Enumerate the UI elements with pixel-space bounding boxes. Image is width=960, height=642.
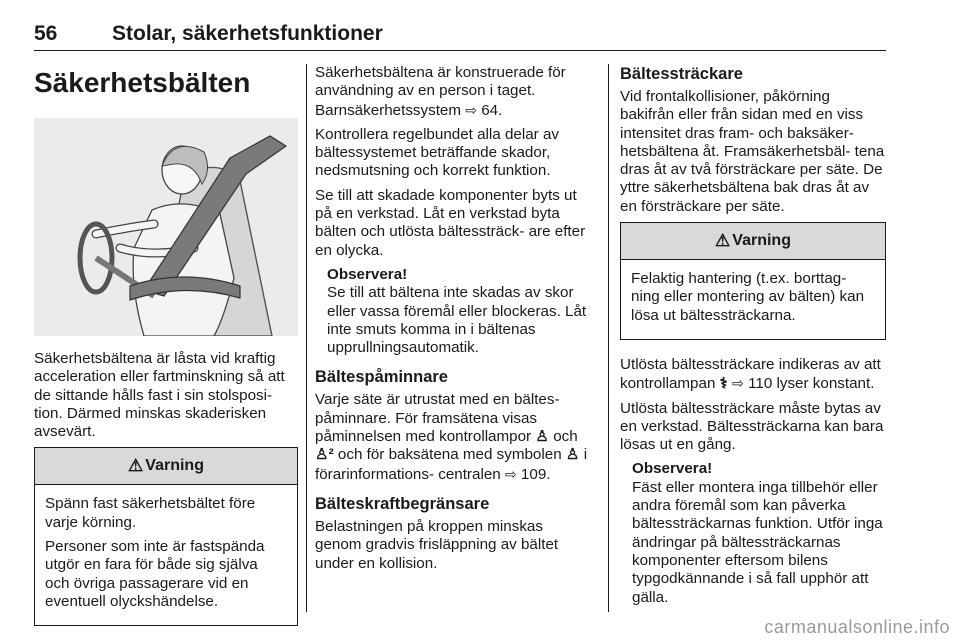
warning-header <box>35 448 297 485</box>
paragraph: Se till att skadade komponenter byts ut på en verkstad. Låt en verkstad byta bälten och utlösta bältessträck- are efter en olycka. <box>315 186 586 259</box>
paragraph-text: Säkerhetsbältena är konstruerade för användning av en person i taget. Barnsäkerhetssystem <box>315 64 566 119</box>
paragraph-text: och <box>553 428 578 446</box>
warning-title: Varning <box>145 457 204 475</box>
paragraph: Belastningen på kroppen minskas genom gradvis frisläppning av bältet under en kollision. <box>315 517 559 572</box>
page-ref: 109. <box>520 465 551 483</box>
paragraph <box>315 391 591 483</box>
column-2 <box>315 64 591 579</box>
warning-title: Varning <box>732 231 791 249</box>
column-3 <box>620 64 886 617</box>
watermark-link[interactable]: carmanualsonline.info <box>764 617 950 637</box>
paragraph-text: Varje säte är utrustat med en bältes- påminnare. För framsätena visas påminnelsen med kontrollampor <box>315 391 560 446</box>
page-ref-icon: ⇨ <box>732 375 744 392</box>
warning-box <box>34 447 298 626</box>
note-title: Observera! <box>327 265 408 283</box>
note-text: Se till att bältena inte skadas av skor eller vassa föremål eller blockeras. Låt inte smuts komma in i bältenas upprullningsautomatik. <box>327 284 587 357</box>
page-ref: 110 lyser konstant. <box>748 375 875 393</box>
driver-seatbelt-icon <box>34 118 298 336</box>
paragraph-text: i förarinformations- centralen <box>315 446 588 483</box>
paragraph-text: och för baksätena med symbolen <box>337 446 562 464</box>
column-divider <box>608 64 609 612</box>
note-text: Fäst eller montera inga tillbehör eller andra föremål som kan påverka bältessträckarnas funktion. Utför inga ändringar på bältessträckarnas komponenter eftersom bilens typgodkännande i så fall upphör att gälla. <box>632 478 883 606</box>
warning-triangle-icon: ⚠ <box>715 230 731 250</box>
paragraph: Kontrollera regelbundet alla delar av bältessystemet beträffande skador, nedsmutsning och korrekt funktion. <box>315 125 560 180</box>
seatbelt-lamp-icon: ♙ <box>535 428 549 446</box>
heading-limiter: Bälteskraftbegränsare <box>315 494 490 513</box>
page-ref-icon: ⇨ <box>504 465 517 482</box>
note-title: Observera! <box>632 460 713 478</box>
page-ref-icon: ⇨ <box>465 101 477 118</box>
heading-reminder: Bältespåminnare <box>315 368 448 387</box>
page-header <box>34 22 886 51</box>
page-number: 56 <box>34 22 58 45</box>
caption-text: Säkerhetsbältena är låsta vid kraftig acceleration eller fartminskning så att de sittande hålls fast i sin stolsposi- tion. Därmed minskas skaderisken avsevärt. <box>34 350 285 441</box>
section-title: Stolar, säkerhetsfunktioner <box>112 22 383 45</box>
warning-triangle-icon: ⚠ <box>128 456 144 476</box>
warning-header <box>621 223 885 260</box>
paragraph <box>620 356 886 394</box>
paragraph: Vid frontalkollisioner, påkörning bakifrån eller från sidan med en viss intensitet dras fram- och baksäker- hetsbältena åt. Framsäkerhetsbäl- tena dras åt av två försträckare per säte. De yttre säkerhetsbältena bak dras åt av en försträckare per säte. <box>620 88 885 215</box>
warning-body <box>621 260 885 339</box>
note-block <box>327 266 591 357</box>
column-divider <box>306 64 307 612</box>
seatbelt-illustration <box>34 118 298 336</box>
warning-body <box>35 485 297 625</box>
warning-text: Spänn fast säkerhetsbältet före varje körning. <box>45 495 256 531</box>
paragraph-text: Utlösta bältessträckare indikeras av att kontrollampan <box>620 355 881 393</box>
pretensioner-lamp-icon: ⚕ <box>719 375 728 393</box>
heading-pretensioner: Bältessträckare <box>620 65 743 83</box>
warning-text: Felaktig hantering (t.ex. borttag- ning eller montering av bälten) kan lösa ut bältessträckarna. <box>631 270 865 324</box>
paragraph <box>315 64 591 120</box>
column-1 <box>34 64 298 626</box>
warning-text: Personer som inte är fastspända utgör en fara för både sig själva och övriga passagerare vid en eventuell olyckshändelse. <box>45 538 265 610</box>
paragraph: Utlösta bältessträckare måste bytas av en verkstad. Bältessträckarna kan bara lösas ut en gång. <box>620 399 884 454</box>
seatbelt-symbol-icon: ♙ <box>565 446 580 464</box>
page-ref: 64. <box>481 101 503 119</box>
warning-box <box>620 222 886 340</box>
note-block <box>632 460 886 606</box>
page-title: Säkerhetsbälten <box>34 67 251 98</box>
seatbelt-lamp-2-icon: ♙² <box>315 446 334 464</box>
